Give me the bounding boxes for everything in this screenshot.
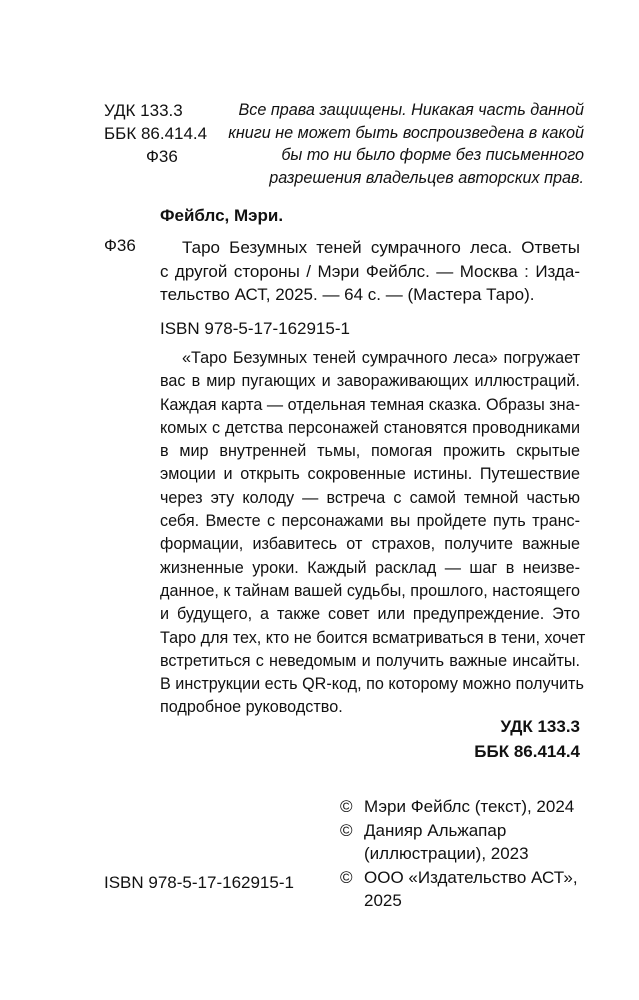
biblio-line: тельство АСТ, 2025. — 64 с. — (Мастера Таро). <box>160 285 535 304</box>
annotation-line: вас в мир пугающих и завораживающих иллюстраций. <box>160 372 580 391</box>
copyright-entry <box>340 819 578 866</box>
isbn-bottom: ISBN 978-5-17-162915-1 <box>104 873 294 892</box>
annotation-line: в мир внутренней тьмы, помогая прожить скрытые <box>160 442 580 461</box>
copyright-symbol: © <box>340 820 353 840</box>
rights-line: бы то ни было форме без письменного <box>281 146 584 164</box>
copyright-symbol: © <box>340 867 353 887</box>
copyright-symbol: © <box>340 797 353 816</box>
copyright-text: ООО «Издательство АСТ», <box>364 867 578 887</box>
copyright-text: 2025 <box>364 891 402 910</box>
annotation-line: и будущего, а также совет или предупреждение. Это <box>160 605 580 624</box>
udk-bottom: УДК 133.3 <box>500 717 580 736</box>
bbk-bottom: ББК 86.414.4 <box>474 742 580 761</box>
annotation-line: себя. Вместе с персонажами вы пройдете путь транс- <box>160 512 580 531</box>
classification-bottom <box>380 714 580 764</box>
annotation-line: через эту колоду — встреча с самой темной частью <box>160 488 580 507</box>
copyright-text: Данияр Альжапар <box>364 820 507 840</box>
copyright-entry <box>340 795 578 819</box>
annotation-line: Таро для тех, кто не боится всматриваться в тени, хочет <box>160 628 586 647</box>
rights-line: Все права защищены. Никакая часть данной <box>238 101 584 119</box>
copyright-block <box>340 795 578 913</box>
isbn-record: ISBN 978-5-17-162915-1 <box>160 319 350 338</box>
annotation-line: «Таро Безумных теней сумрачного леса» погружает <box>182 349 580 367</box>
copyright-text: Мэри Фейблс (текст), 2024 <box>364 797 575 816</box>
author-sign-top: Ф36 <box>146 147 178 166</box>
bibliographic-record <box>160 236 580 307</box>
annotation-line: жизненные уроки. Каждый расклад — шаг в неизве- <box>160 558 580 577</box>
annotation-line: встретиться с неведомым и получить важные инсайты. <box>160 651 580 670</box>
rights-notice <box>228 99 584 189</box>
annotation-line: подробное руководство. <box>160 698 343 717</box>
copyright-text: (иллюстрации), 2023 <box>364 844 529 863</box>
annotation <box>160 347 586 720</box>
copyright-entry <box>340 866 578 913</box>
annotation-line: формации, избавитесь от страхов, получите важные <box>160 535 580 554</box>
rights-line: книги не может быть воспроизведена в какой <box>228 123 584 142</box>
biblio-line: Таро Безумных теней сумрачного леса. Ответы <box>182 238 580 257</box>
annotation-line: Каждая карта — отдельная темная сказка. Образы зна- <box>160 395 580 414</box>
annotation-line: В инструкции есть QR-код, по которому можно получить <box>160 675 584 694</box>
annotation-line: данное, к тайнам вашей судьбы, прошлого, настоящего <box>160 581 580 600</box>
entry-code: Ф36 <box>104 236 136 255</box>
udk-top: УДК 133.3 <box>104 101 183 120</box>
rights-line: разрешения владельцев авторских прав. <box>269 168 584 187</box>
biblio-line: с другой стороны / Мэри Фейблс. — Москва : Изда- <box>160 261 580 281</box>
annotation-line: эмоции и открыть сокровенные истины. Путешествие <box>160 465 580 484</box>
author-heading: Фейблс, Мэри. <box>160 206 284 225</box>
annotation-line: комых с детства персонажей становятся проводниками <box>160 418 580 437</box>
bbk-top: ББК 86.414.4 <box>104 124 208 143</box>
